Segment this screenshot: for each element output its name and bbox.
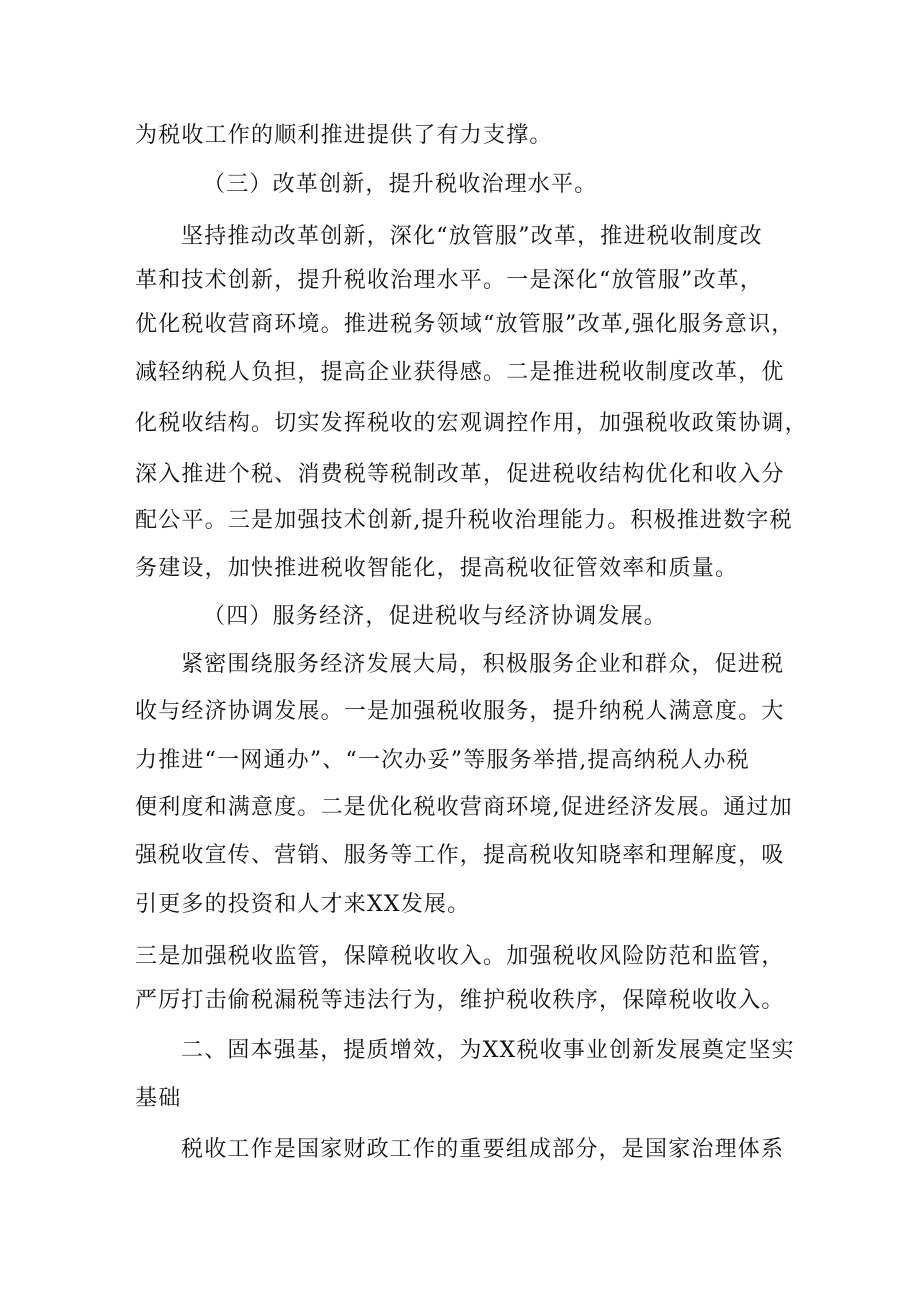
paragraph-line: 力推进“一网通办”、“一次办妥”等服务举措,提高纳税人办税 xyxy=(135,748,750,773)
paragraph-line: 配公平。三是加强技术创新,提升税收治理能力。积极推进数字税 xyxy=(135,508,793,533)
paragraph-line: 收与经济协调发展。一是加强税收服务，提升纳税人满意度。大 xyxy=(135,699,785,724)
paragraph-line: 革和技术创新，提升税收治理水平。一是深化“放管服”改革， xyxy=(135,268,764,293)
paragraph-line: 减轻纳税人负担，提高企业获得感。二是推进税收制度改革，优 xyxy=(135,360,785,385)
paragraph-line: 紧密围绕服务经济发展大局，积极服务企业和群众，促进税 xyxy=(181,652,785,677)
paragraph-line: 为税收工作的顺利推进提供了有力支撑。 xyxy=(135,123,553,148)
paragraph-line: 化税收结构。切实发挥税收的宏观调控作用，加强税收政策协调， xyxy=(135,411,808,436)
paragraph-line: 税收工作是国家财政工作的重要组成部分，是国家治理体系 xyxy=(181,1137,785,1162)
section-heading: （四）服务经济，促进税收与经济协调发展。 xyxy=(203,604,668,629)
paragraph-line: 严厉打击偷税漏税等违法行为，维护税收秩序，保障税收收入。 xyxy=(135,988,785,1013)
paragraph-line: 引更多的投资和人才来XX发展。 xyxy=(135,892,471,917)
paragraph-line: 优化税收营商环境。推进税务领域“放管服”改革,强化服务意识， xyxy=(135,312,795,337)
section-heading: 二、固本强基，提质增效，为XX税收事业创新发展奠定坚实 xyxy=(181,1038,795,1063)
paragraph-line: 务建设，加快推进税收智能化，提高税收征管效率和质量。 xyxy=(135,556,739,581)
paragraph-line: 便利度和满意度。二是优化税收营商环境,促进经济发展。通过加 xyxy=(135,795,793,820)
paragraph-line: 深入推进个税、消费税等税制改革，促进税收结构优化和收入分 xyxy=(135,462,785,487)
paragraph-line: 坚持推动改革创新，深化“放管服”改革，推进税收制度改 xyxy=(181,224,763,249)
section-heading-continued: 基础 xyxy=(135,1086,182,1111)
section-heading: （三）改革创新，提升税收治理水平。 xyxy=(203,172,598,197)
paragraph-line: 三是加强税收监管，保障税收收入。加强税收风险防范和监管， xyxy=(135,944,785,969)
paragraph-line: 强税收宣传、营销、服务等工作，提高税收知晓率和理解度，吸 xyxy=(135,843,785,868)
